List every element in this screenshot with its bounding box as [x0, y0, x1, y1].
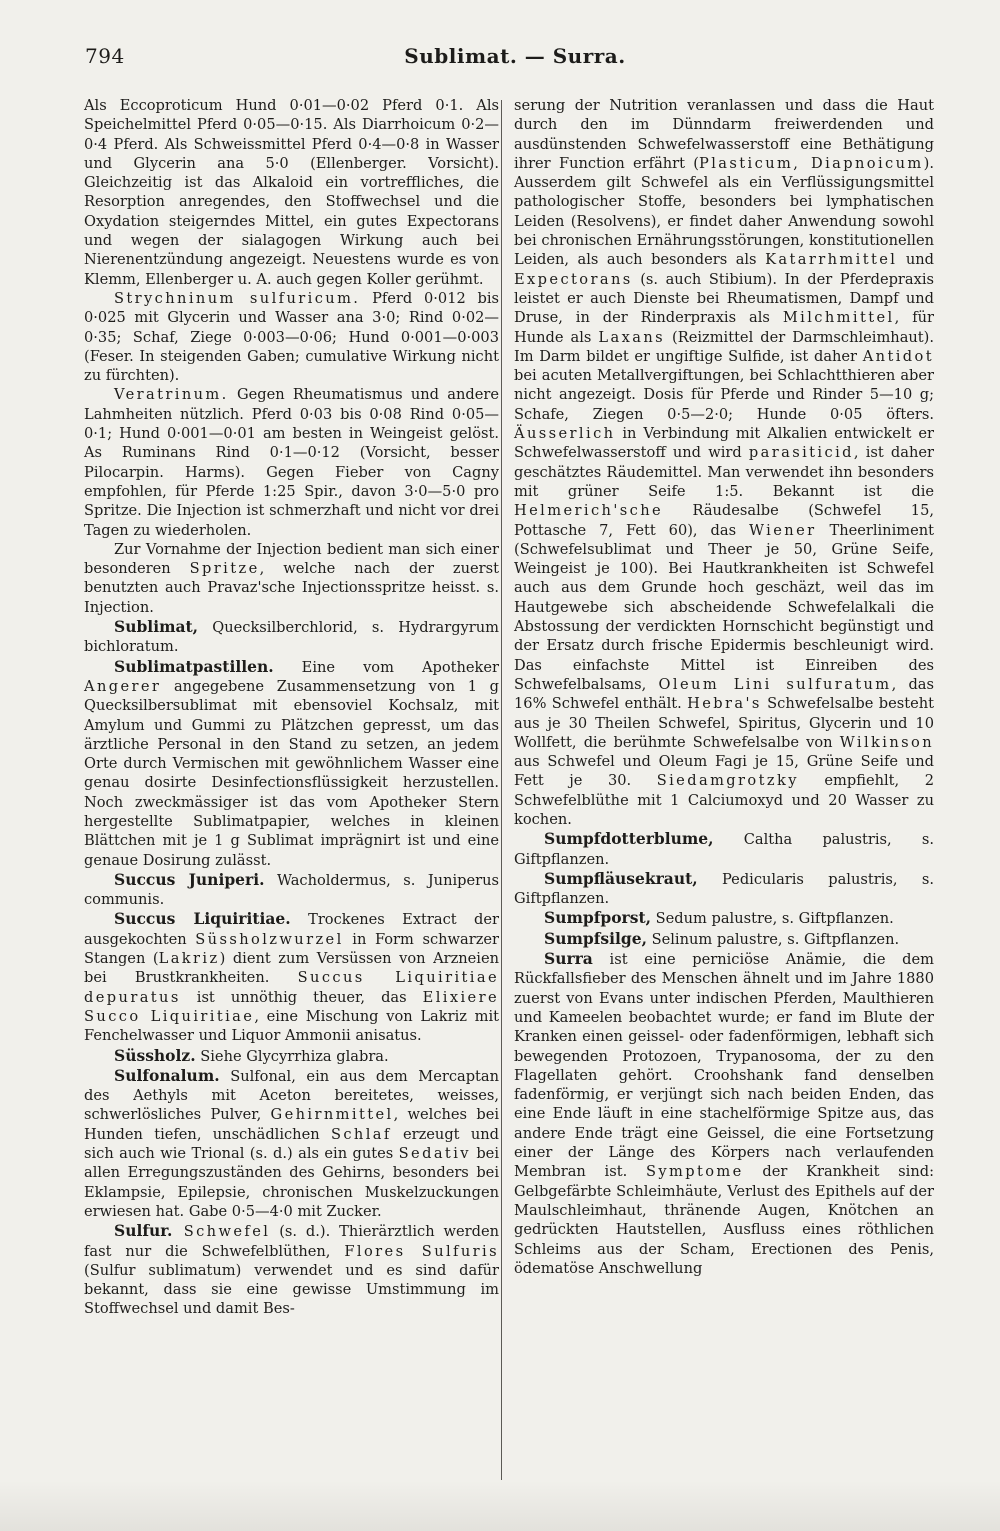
term: Elixiere Succo Liquiritiae — [84, 988, 499, 1025]
text: Schwefelsalbe besteht aus je 30 Theilen Schwefel, Spiritus, Glycerin und 10 Wollfett, die berühmte Schwefelsalbe von — [514, 695, 934, 751]
text: Trockenes Extract der ausgekochten — [84, 911, 499, 948]
text: Wacholdermus, s. Juniperus communis. — [84, 871, 499, 909]
paragraph — [84, 540, 499, 617]
term: Spritze — [189, 560, 260, 578]
term: Laxans — [598, 328, 666, 346]
text: empfiehlt, 2 Schwefelblüthe mit 1 Calciumoxyd und 20 Wasser zu kochen. — [514, 772, 934, 828]
headword: Succus Juniperi. — [114, 869, 265, 889]
text: der Krankheit sind: Gelbgefärbte Schleimhäute, Verlust des Epithels auf der Maulschleimhaut, thränende Augen, Knötchen an gedrückten Hautstellen, Ausfluss eines röthlichen Schleims aus der Scham, Erectionen des Penis, ödematöse Anschwellung — [514, 1163, 934, 1277]
paragraph — [84, 96, 499, 289]
headword: Sulfonalum. — [114, 1065, 220, 1085]
text: (Sulfur sublimatum) verwendet und es sind dafür bekannt, dass sie eine gewisse Umstimmung im Stoffwechsel und damit Bes- — [84, 1261, 499, 1318]
term: Antidot — [862, 347, 934, 365]
term: Katarrhmittel — [765, 251, 898, 269]
text: (s. auch Stibium). In der Pferdepraxis leistet er auch Dienste bei Rheumatismen, Dampf und Druse, in der Rinderpraxis als — [514, 270, 934, 327]
entry-suessholz — [84, 1046, 499, 1066]
term: Sedativ — [398, 1145, 471, 1163]
headword: Succus Liquiritiae. — [114, 909, 291, 929]
text: bei allen Erregungszuständen des Gehirns, besonders bei Eklampsie, Epilepsie, chronischen Muskelzuckungen erwiesen hat. Gabe 0·5—4·0 mit Zucker. — [84, 1145, 499, 1220]
paragraph — [514, 96, 934, 829]
text: (s. d.). Thierärztlich werden fast nur die Schwefelblüthen, — [84, 1223, 499, 1260]
term: Succus Liquiritiae depuratus — [84, 969, 499, 1006]
left-column — [84, 96, 499, 1319]
term: Angerer — [84, 677, 162, 695]
text: Als Eccoproticum Hund 0·01—0·02 Pferd 0·1. Als Speichelmittel Pferd 0·05—0·15. Als Diarrhoicum 0·2—0·4 Pferd. Als Schweissmittel Pferd 0·4—0·8 in Wasser und Glycerin ana 5·0 (Ellenberger. Vorsicht). Gleichzeitig ist das Alkaloid ein vortreffliches, die Resorption anregendes, den Stoffwechsel und die Oxydation steigerndes Mittel, ein gutes Expectorans und wegen der sialagogen Wirkung auch bei Nierenentzündung angezeigt. Neuestens wurde es von Klemm, Ellenberger u. A. auch gegen Koller gerühmt. — [84, 97, 499, 288]
entry-sumpflaeusekraut — [514, 869, 934, 909]
text: , eine Mischung von Lakriz mit Fenchelwasser und Liquor Ammonii anisatus. — [84, 1007, 500, 1045]
text: ist eine perniciöse Anämie, die dem Rückfallsfieber des Menschen ähnelt und im Jahre 1880 zuerst von Evans unter indischen Pferden, Maulthieren und Kameelen beobachtet wurde; er fand im Blute der Kranken einen geissel- oder fadenförmigen, lebhaft sich bewegenden Protozoen, Trypanosoma, der zu den Flagellaten gehört. Croohshank fand denselben fadenförmig, er verjüngt sich nach beiden Enden, das eine Ende läuft in eine stachelförmige Spitze aus, das andere Ende trägt eine Geissel, die eine Fortsetzung einer der Länge des Körpers nach verlaufenden Membran ist. — [514, 951, 934, 1181]
entry-sumpfdotterblume — [514, 829, 934, 869]
text: angegebene Zusammensetzung von 1 g Quecksilbersublimat mit ebensoviel Kochsalz, mit Amylum und Gummi zu Plätzchen gepresst, um das ärztliche Personal in den Stand zu setzen, an jedem Orte durch Vermischen mit gewöhnlichem Wasser eine genau dosirte Desinfectionsflüssigkeit herzustellen. Noch zweckmässiger ist das vom Apotheker Stern hergestellte Sublimatpapier, welches in kleinen Blättchen mit je 1 g Sublimat imprägnirt ist und eine genaue Dosirung zulässt. — [84, 677, 499, 869]
right-column — [514, 96, 934, 1278]
text: aus Schwefel und Oleum Fagi je 15, Grüne Seife und Fett je 30. — [514, 753, 934, 790]
term: Hebra's — [687, 695, 762, 713]
text: Sulfonal, ein aus dem Mercaptan des Aethyls mit Aceton bereitetes, weisses, schwerlösliches Pulver, — [84, 1067, 499, 1124]
text: Quecksilberchlorid, s. Hydrargyrum bichloratum. — [84, 619, 499, 656]
text: , welches bei Hunden tiefen, unschädlichen — [84, 1106, 499, 1143]
term: Flores Sulfuris — [344, 1242, 499, 1260]
text: ). Ausserdem gilt Schwefel als ein Verflüssigungsmittel pathologischer Stoffe, besonders bei lymphatischen Leiden (Resolvens), er findet daher Anwendung sowohl bei chronischen Ernährungsstörungen, konstitutionellen Leiden, als auch besonders als — [514, 154, 934, 269]
term: Lakriz — [158, 950, 220, 968]
headword: Sumpfsilge, — [544, 928, 647, 948]
entry-sublimat — [84, 617, 499, 657]
column-divider — [501, 100, 502, 1480]
term: Symptome — [645, 1163, 744, 1181]
text: in Verbindung mit Alkalien entwickelt er Schwefelwasserstoff und wird — [514, 425, 934, 462]
text: serung der Nutrition veranlassen und dass die Haut durch den im Dünndarm freiwerdenden und ausdünstenden Schwefelwasserstoff eine Bethätigung ihrer Function erfährt ( — [514, 97, 934, 172]
term: Veratrinum. — [114, 386, 229, 404]
headword: Sublimat, — [114, 617, 199, 637]
page-bottom-shadow — [0, 1481, 1000, 1531]
running-head: Sublimat. — Surra. — [404, 44, 626, 68]
headword: Süssholz. — [114, 1045, 196, 1065]
term: Milchmittel — [782, 309, 895, 327]
text: Siehe Glycyrrhiza glabra. — [195, 1047, 389, 1065]
page-number: 794 — [85, 44, 125, 68]
text: ) dient zum Versüssen von Arzneien bei Brustkrankheiten. — [84, 950, 500, 987]
term: Wilkinson — [839, 733, 934, 751]
text: , ist daher geschätztes Räudemittel. Man verwendet ihn besonders mit grüner Seife 1:5. Bekannt ist die — [514, 444, 934, 500]
text: Theerliniment (Schwefelsublimat und Theer je 50, Grüne Seife, Weingeist je 100). Bei Hautkrankheiten ist Schwefel auch aus dem Grunde hoch geschäzt, weil das im Hautgewebe sich abscheidende Schwefelalkali die Abstossung der verdickten Hornschicht begünstigt und der Ersatz durch frische Epidermis beschleunigt wird. Das einfachste Mittel ist Einreiben des Schwefelbalsams, — [514, 521, 934, 693]
entry-sulfur — [84, 1221, 499, 1318]
text: ist unnöthig theuer, das — [180, 988, 423, 1006]
term: Gehirnmittel — [270, 1106, 394, 1124]
headword: Sumpfläusekraut, — [544, 868, 698, 888]
term: Äusserlich — [514, 425, 616, 443]
term: Plasticum, Diapnoicum — [699, 154, 924, 172]
headword: Sublimatpastillen. — [114, 656, 274, 676]
term: Schlaf — [330, 1125, 392, 1143]
paragraph — [84, 289, 499, 385]
text: Pferd 0·012 bis 0·025 mit Glycerin und Wasser ana 3·0; Rind 0·02—0·35; Schaf, Ziege 0·003—0·06; Hund 0·001—0·003 (Feser. In steigenden Gaben; cumulative Wirkung nicht zu fürchten). — [84, 289, 499, 385]
term: Siedamgrotzky — [656, 772, 799, 790]
entry-succus-liquiritiae — [84, 909, 499, 1045]
text: , welche nach der zuerst benutzten auch Pravaz'sche Injectionsspritze heisst. s. Injection. — [84, 560, 499, 616]
text: , das 16% Schwefel enthält. — [514, 675, 935, 713]
entry-sumpfsilge — [514, 929, 934, 949]
text: (Reizmittel der Darmschleimhaut). Im Darm bildet er ungiftige Sulfide, ist daher — [514, 328, 934, 365]
entry-sumpfporst — [514, 908, 934, 928]
term: parasiticid — [748, 444, 854, 462]
term: Wiener — [749, 521, 817, 539]
headword: Sumpfdotterblume, — [544, 829, 714, 849]
text: Zur Vornahme der Injection bedient man sich einer besonderen — [84, 540, 499, 578]
headword: Surra — [544, 949, 593, 969]
term: Süssholzwurzel — [195, 930, 344, 948]
term: Expectorans — [514, 270, 633, 288]
text: Caltha palustris, s. Giftpflanzen. — [514, 831, 934, 868]
text: Sedum palustre, s. Giftpflanzen. — [651, 910, 894, 928]
entry-succus-juniperi — [84, 870, 499, 910]
term: Schwefel — [172, 1223, 271, 1241]
text: Eine vom Apotheker — [273, 658, 499, 676]
text: Selinum palustre, s. Giftpflanzen. — [646, 930, 900, 948]
headword: Sumpfporst, — [544, 908, 651, 928]
text: Gegen Rheumatismus und andere Lahmheiten nützlich. Pferd 0·03 bis 0·08 Rind 0·05—0·1; Hund 0·001—0·01 am besten in Weingeist gelöst. As Ruminans Rind 0·1—0·12 (Vorsicht, besser Pilocarpin. Harms). Gegen Fieber von Cagny empfohlen, für Pferde 1:25 Spir., davon 3·0—5·0 pro Spritze. Die Injection ist schmerzhaft und nicht vor drei Tagen zu wiederholen. — [84, 386, 499, 539]
term: Strychninum sulfuricum. — [114, 289, 361, 307]
headword: Sulfur. — [114, 1221, 173, 1241]
entry-surra — [514, 949, 934, 1278]
text: in Form schwarzer Stangen ( — [84, 930, 499, 968]
term: Helmerich'sche — [514, 502, 664, 520]
text: und — [897, 251, 934, 269]
text: Pedicularis palustris, s. Giftpflanzen. — [514, 870, 934, 908]
text: Räudesalbe (Schwefel 15, Pottasche 7, Fett 60), das — [514, 502, 934, 539]
entry-sulfonalum — [84, 1066, 499, 1221]
term: Oleum Lini sulfuratum — [658, 675, 892, 693]
text: , für Hunde als — [514, 309, 934, 346]
text: bei acuten Metallvergiftungen, bei Schlachtthieren aber nicht angezeigt. Dosis für Pferde und Rinder 5—10 g; Schafe, Ziegen 0·5—2·0; Hunde 0·05 öfters. — [514, 367, 934, 423]
paragraph — [84, 385, 499, 539]
text: erzeugt und sich auch wie Trional (s. d.) als ein gutes — [84, 1125, 499, 1163]
page-header — [85, 40, 945, 76]
entry-sublimatpastillen — [84, 657, 499, 870]
